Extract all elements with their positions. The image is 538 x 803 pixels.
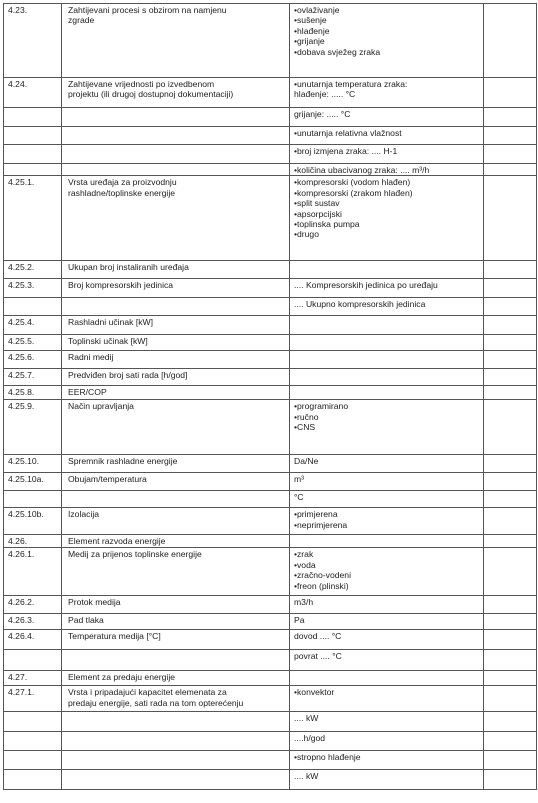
description-line: Zahtijevane vrijednosti po izvedbenom xyxy=(68,79,215,89)
description-line: Protok medija xyxy=(68,597,121,608)
notes-cell xyxy=(484,491,537,508)
item-values xyxy=(290,548,484,596)
value-line: •grijanje xyxy=(294,36,325,47)
value-line: •sušenje xyxy=(294,15,327,26)
notes-cell xyxy=(484,4,537,78)
table-row xyxy=(4,671,537,686)
item-description xyxy=(62,386,290,400)
value-line: .... Kompresorskih jedinica po uređaju xyxy=(294,280,438,291)
item-number xyxy=(4,712,62,732)
item-description xyxy=(62,732,290,751)
value-line: •CNS xyxy=(294,422,316,433)
notes-cell xyxy=(484,386,537,400)
table-row xyxy=(4,351,537,369)
table-row xyxy=(4,164,537,176)
table-row xyxy=(4,279,537,298)
table-row xyxy=(4,770,537,790)
table-row xyxy=(4,78,537,108)
item-number: 4.26.1. xyxy=(4,548,62,596)
item-description xyxy=(62,351,290,369)
item-description xyxy=(62,596,290,614)
value-line: •dobava svježeg zraka xyxy=(294,46,381,57)
value-line: •unutarnja relativna vlažnost xyxy=(294,128,402,138)
description-line: Vrsta uređaja za proizvodnju xyxy=(68,177,177,188)
description-line: Pad tlaka xyxy=(68,615,104,626)
description-line: Predviđen broj sati rada [h/god] xyxy=(68,370,188,381)
item-values xyxy=(290,386,484,400)
table-row xyxy=(4,335,537,351)
value-line: •unutarnja temperatura zraka: xyxy=(294,79,408,89)
item-description xyxy=(62,650,290,671)
table-row xyxy=(4,630,537,650)
item-description xyxy=(62,164,290,176)
value-line: •split sustav xyxy=(294,198,340,209)
item-values xyxy=(290,78,484,108)
notes-cell xyxy=(484,770,537,790)
value-line: povrat .... °C xyxy=(294,651,342,662)
item-number: 4.25.10b. xyxy=(4,508,62,535)
item-description xyxy=(62,176,290,261)
notes-cell xyxy=(484,686,537,712)
value-line: •ovlaživanje xyxy=(294,5,340,15)
item-description xyxy=(62,671,290,686)
table-row xyxy=(4,298,537,316)
item-number: 4.26. xyxy=(4,535,62,548)
item-values xyxy=(290,686,484,712)
item-values xyxy=(290,298,484,316)
item-description xyxy=(62,751,290,770)
value-line: .... Ukupno kompresorskih jedinica xyxy=(294,299,426,310)
table-row xyxy=(4,400,537,455)
item-number xyxy=(4,491,62,508)
notes-cell xyxy=(484,335,537,351)
item-values xyxy=(290,4,484,78)
value-line: •apsorpcijski xyxy=(294,208,342,219)
item-number: 4.25.2. xyxy=(4,261,62,279)
table-row xyxy=(4,650,537,671)
item-number: 4.25.6. xyxy=(4,351,62,369)
description-line: Toplinski učinak [kW] xyxy=(68,336,148,347)
description-line: projektu (ili drugoj dostupnoj dokumentaciji) xyxy=(68,89,234,100)
item-description xyxy=(62,108,290,127)
item-values xyxy=(290,473,484,491)
description-line: rashladne/toplinske energije xyxy=(68,187,176,198)
value-line: m3/h xyxy=(294,597,314,608)
item-description xyxy=(62,535,290,548)
description-line: EER/COP xyxy=(68,387,107,398)
table-row xyxy=(4,316,537,335)
value-line: •freon (plinski) xyxy=(294,580,349,591)
value-line: .... kW xyxy=(294,771,319,782)
item-description xyxy=(62,78,290,108)
item-values xyxy=(290,491,484,508)
item-number xyxy=(4,127,62,145)
value-line: •primjerena xyxy=(294,509,338,520)
table-row xyxy=(4,732,537,751)
item-description xyxy=(62,335,290,351)
item-values xyxy=(290,630,484,650)
item-number: 4.27. xyxy=(4,671,62,686)
item-number xyxy=(4,108,62,127)
item-number: 4.26.3. xyxy=(4,614,62,630)
description-line: Ukupan broj instaliranih uređaja xyxy=(68,262,189,273)
value-line: Da/Ne xyxy=(294,456,319,467)
item-number xyxy=(4,751,62,770)
notes-cell xyxy=(484,176,537,261)
item-description xyxy=(62,316,290,335)
value-line: dovod .... °C xyxy=(294,631,342,642)
table-row xyxy=(4,473,537,491)
notes-cell xyxy=(484,145,537,164)
description-line: Broj kompresorskih jedinica xyxy=(68,280,174,291)
description-line: Radni medij xyxy=(68,352,114,363)
notes-cell xyxy=(484,712,537,732)
item-values xyxy=(290,351,484,369)
notes-cell xyxy=(484,279,537,298)
notes-cell xyxy=(484,614,537,630)
item-number: 4.25.10a. xyxy=(4,473,62,491)
item-values xyxy=(290,176,484,261)
item-number: 4.24. xyxy=(4,78,62,108)
notes-cell xyxy=(484,298,537,316)
item-values xyxy=(290,508,484,535)
item-number: 4.26.2. xyxy=(4,596,62,614)
table-row xyxy=(4,145,537,164)
item-description xyxy=(62,770,290,790)
notes-cell xyxy=(484,548,537,596)
item-description xyxy=(62,400,290,455)
value-line: •zrak xyxy=(294,549,314,560)
item-description xyxy=(62,491,290,508)
item-number: 4.23. xyxy=(4,4,62,78)
description-line: Medij za prijenos toplinske energije xyxy=(68,549,202,560)
item-values xyxy=(290,650,484,671)
item-number xyxy=(4,732,62,751)
description-line: Rashladni učinak [kW] xyxy=(68,317,154,328)
table-row xyxy=(4,127,537,145)
value-line: •programirano xyxy=(294,401,349,412)
value-line: •zračno-vodeni xyxy=(294,570,351,581)
description-line: Obujam/temperatura xyxy=(68,474,147,485)
item-description xyxy=(62,614,290,630)
value-line: •stropno hlađenje xyxy=(294,752,361,763)
table-row xyxy=(4,386,537,400)
item-description xyxy=(62,369,290,386)
notes-cell xyxy=(484,400,537,455)
value-line: .... kW xyxy=(294,713,319,724)
table-row xyxy=(4,548,537,596)
description-line: predaju energije, sati rada na tom opterećenju xyxy=(68,697,244,708)
item-number: 4.25.1. xyxy=(4,176,62,261)
value-line: •drugo xyxy=(294,229,319,240)
item-number xyxy=(4,770,62,790)
item-values xyxy=(290,164,484,176)
item-values xyxy=(290,770,484,790)
specification-table xyxy=(3,3,537,790)
item-number: 4.25.7. xyxy=(4,369,62,386)
item-description xyxy=(62,630,290,650)
item-values xyxy=(290,712,484,732)
item-values xyxy=(290,145,484,164)
table-row xyxy=(4,535,537,548)
item-description xyxy=(62,508,290,535)
item-values xyxy=(290,279,484,298)
table-row xyxy=(4,4,537,78)
description-line: Vrsta i pripadajući kapacitet elemenata za xyxy=(68,687,227,698)
item-description xyxy=(62,686,290,712)
description-line: Element za predaju energije xyxy=(68,672,176,683)
value-line: •toplinska pumpa xyxy=(294,219,360,230)
table-row xyxy=(4,751,537,770)
item-values xyxy=(290,335,484,351)
value-line: •neprimjerena xyxy=(294,519,348,530)
description-line: zgrade xyxy=(68,15,95,26)
item-number: 4.25.9. xyxy=(4,400,62,455)
value-line: hlađenje: ..... °C xyxy=(294,89,356,100)
notes-cell xyxy=(484,108,537,127)
item-description xyxy=(62,473,290,491)
notes-cell xyxy=(484,351,537,369)
item-values xyxy=(290,108,484,127)
item-values xyxy=(290,614,484,630)
item-description xyxy=(62,4,290,78)
value-line: •konvektor xyxy=(294,687,335,698)
table-row xyxy=(4,712,537,732)
notes-cell xyxy=(484,732,537,751)
value-line: °C xyxy=(294,492,304,503)
item-description xyxy=(62,127,290,145)
notes-cell xyxy=(484,630,537,650)
item-number: 4.25.5. xyxy=(4,335,62,351)
description-line: Način upravljanja xyxy=(68,401,134,412)
table-row xyxy=(4,261,537,279)
item-values xyxy=(290,671,484,686)
table-body xyxy=(4,4,537,790)
item-number: 4.25.3. xyxy=(4,279,62,298)
item-description xyxy=(62,712,290,732)
item-number: 4.25.8. xyxy=(4,386,62,400)
table-row xyxy=(4,108,537,127)
table-row xyxy=(4,176,537,261)
item-values xyxy=(290,455,484,473)
table-row xyxy=(4,491,537,508)
value-line: m³ xyxy=(294,474,305,485)
table-row xyxy=(4,508,537,535)
value-line: •količina ubacivanog zraka: .... m³/h xyxy=(294,165,430,175)
table-row xyxy=(4,455,537,473)
item-values xyxy=(290,400,484,455)
notes-cell xyxy=(484,261,537,279)
value-line: •voda xyxy=(294,559,316,570)
item-description xyxy=(62,261,290,279)
item-values xyxy=(290,596,484,614)
item-number xyxy=(4,650,62,671)
value-line: •ručno xyxy=(294,411,319,422)
item-number: 4.25.4. xyxy=(4,316,62,335)
notes-cell xyxy=(484,316,537,335)
value-line: •kompresorski (zrakom hlađen) xyxy=(294,187,413,198)
item-values xyxy=(290,369,484,386)
notes-cell xyxy=(484,508,537,535)
item-number: 4.27.1. xyxy=(4,686,62,712)
item-number xyxy=(4,164,62,176)
notes-cell xyxy=(484,473,537,491)
item-description xyxy=(62,548,290,596)
notes-cell xyxy=(484,369,537,386)
item-description xyxy=(62,145,290,164)
table-row xyxy=(4,369,537,386)
table-row xyxy=(4,596,537,614)
value-line: •broj izmjena zraka: .... H-1 xyxy=(294,146,398,156)
table-row xyxy=(4,614,537,630)
notes-cell xyxy=(484,164,537,176)
notes-cell xyxy=(484,455,537,473)
item-description xyxy=(62,279,290,298)
document-page xyxy=(3,3,536,790)
item-number: 4.26.4. xyxy=(4,630,62,650)
description-line: Zahtijevani procesi s obzirom na namjenu xyxy=(68,5,227,15)
item-values xyxy=(290,732,484,751)
item-values xyxy=(290,316,484,335)
table-row xyxy=(4,686,537,712)
notes-cell xyxy=(484,751,537,770)
item-number xyxy=(4,145,62,164)
description-line: Spremnik rashladne energije xyxy=(68,456,178,467)
description-line: Izolacija xyxy=(68,509,100,520)
notes-cell xyxy=(484,596,537,614)
value-line: ....h/god xyxy=(294,733,326,744)
item-number xyxy=(4,298,62,316)
value-line: •hlađenje xyxy=(294,25,330,36)
value-line: •kompresorski (vodom hlađen) xyxy=(294,177,411,188)
description-line: Element razvoda energije xyxy=(68,536,166,547)
item-values xyxy=(290,535,484,548)
notes-cell xyxy=(484,78,537,108)
item-description xyxy=(62,455,290,473)
value-line: grijanje: ..... °C xyxy=(294,109,351,119)
notes-cell xyxy=(484,535,537,548)
item-description xyxy=(62,298,290,316)
notes-cell xyxy=(484,127,537,145)
item-number: 4.25.10. xyxy=(4,455,62,473)
item-values xyxy=(290,261,484,279)
item-values xyxy=(290,127,484,145)
description-line: Temperatura medija [°C] xyxy=(68,631,161,642)
notes-cell xyxy=(484,650,537,671)
item-values xyxy=(290,751,484,770)
notes-cell xyxy=(484,671,537,686)
value-line: Pa xyxy=(294,615,305,626)
